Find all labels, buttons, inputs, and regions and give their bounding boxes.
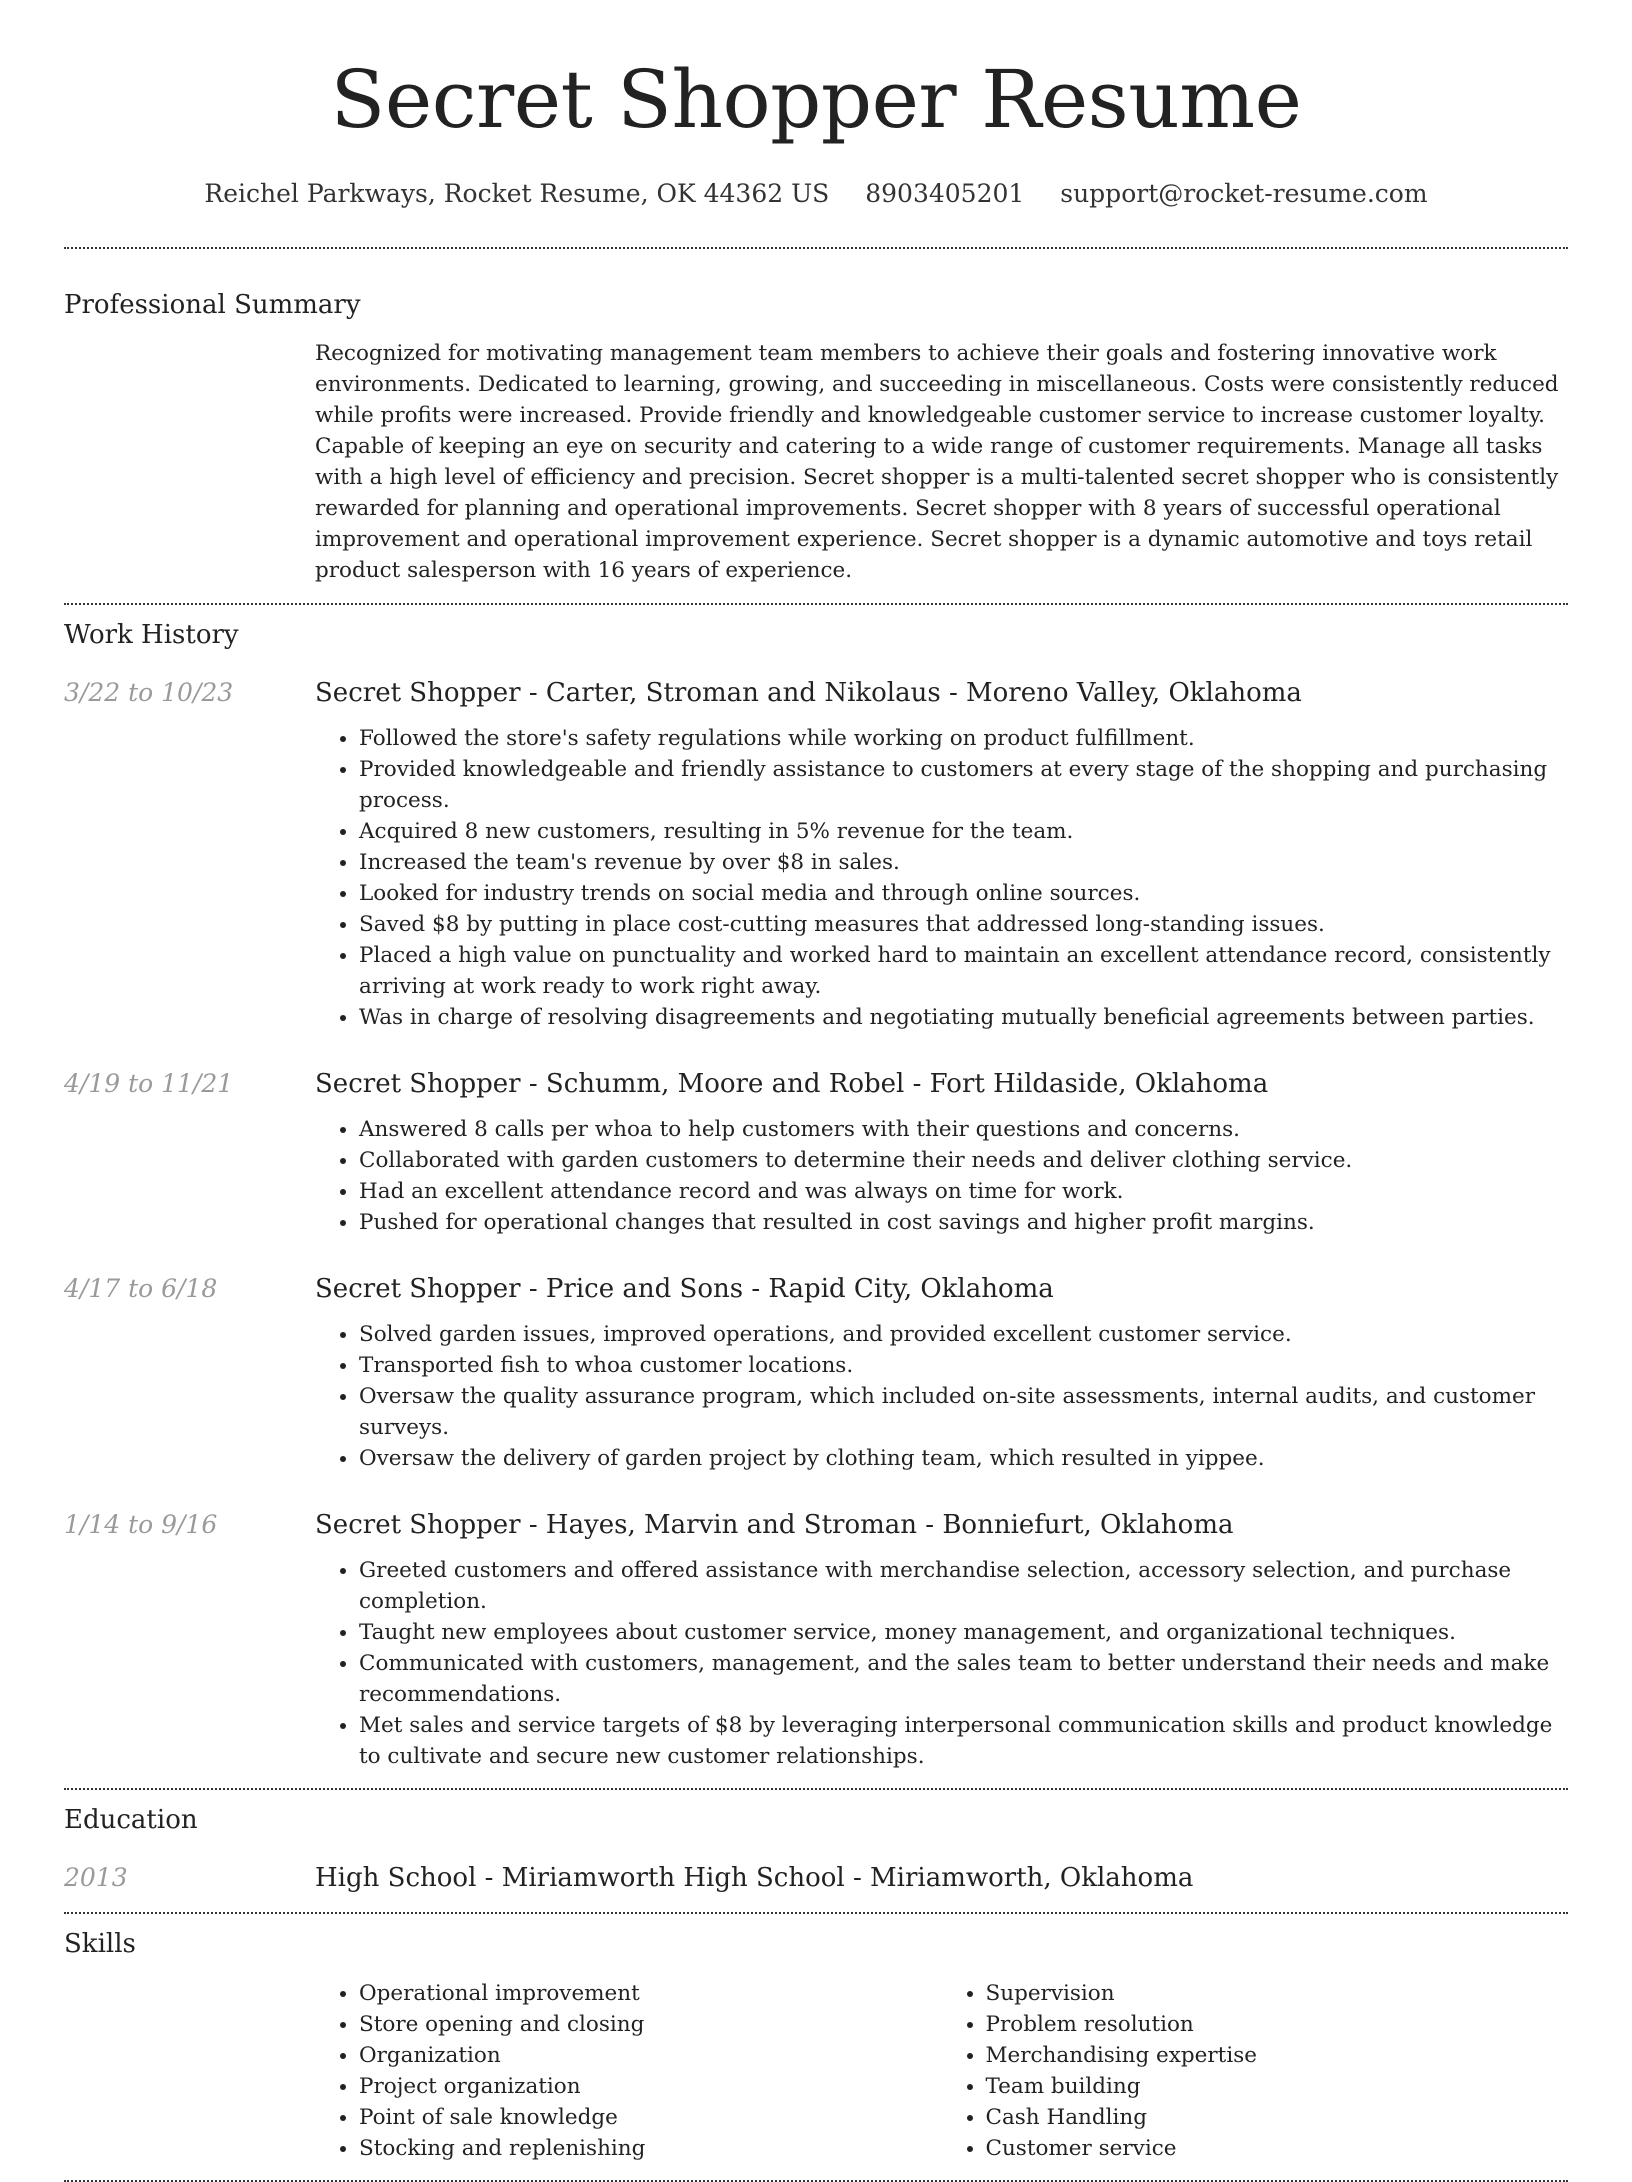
job-bullet: • Increased the team's revenue by over $8 in sales.: [359, 847, 1568, 878]
job-entry: [64, 1507, 1568, 1772]
job-title: Secret Shopper - Hayes, Marvin and Stroman - Bonniefurt, Oklahoma: [315, 1510, 1234, 1540]
contact-line: [64, 174, 1568, 214]
job-dates: 3/22 to 10/23: [64, 678, 234, 707]
job-entry: [64, 1066, 1568, 1238]
job-bullet: • Followed the store's safety regulations while working on product fulfillment.: [359, 723, 1568, 754]
resume-title: Secret Shopper Resume: [330, 53, 1302, 146]
job-bullet: • Taught new employees about customer service, money management, and organizational techniques.: [359, 1617, 1568, 1648]
job-entry: [64, 675, 1568, 1033]
job-bullet: • Pushed for operational changes that resulted in cost savings and higher profit margins.: [359, 1207, 1568, 1238]
skill-item: • Cash Handling: [986, 2102, 1569, 2133]
contact-phone: 8903405201: [865, 179, 1025, 208]
section-heading-skills: Skills: [64, 1929, 136, 1959]
resume-page: [64, 0, 1568, 2182]
job-title: Secret Shopper - Carter, Stroman and Nikolaus - Moreno Valley, Oklahoma: [315, 678, 1302, 708]
divider: [64, 247, 1568, 249]
job-bullets: [315, 1555, 1568, 1772]
job-bullet: • Had an excellent attendance record and was always on time for work.: [359, 1176, 1568, 1207]
skill-item: • Merchandising expertise: [986, 2040, 1569, 2071]
section-heading-summary: Professional Summary: [64, 290, 361, 320]
skill-item: • Problem resolution: [986, 2009, 1569, 2040]
skills-list: [315, 1978, 1568, 2164]
job-entry: [64, 1271, 1568, 1474]
divider: [64, 1912, 1568, 1914]
skill-item: • Project organization: [359, 2071, 942, 2102]
divider: [64, 1788, 1568, 1790]
job-bullet: • Communicated with customers, management, and the sales team to better understand their needs and make recommendations.: [359, 1648, 1568, 1710]
skills-column-left: [315, 1978, 942, 2164]
job-bullet: • Saved $8 by putting in place cost-cutting measures that addressed long-standing issues.: [359, 909, 1568, 940]
contact-email: support@rocket-resume.com: [1060, 179, 1428, 208]
skills-column-right: [942, 1978, 1569, 2164]
job-bullets: [315, 1319, 1568, 1474]
job-bullet: • Oversaw the quality assurance program, which included on-site assessments, internal audits, and customer surveys.: [359, 1381, 1568, 1443]
skill-item: • Organization: [359, 2040, 942, 2071]
job-bullet: • Placed a high value on punctuality and worked hard to maintain an excellent attendance record, consistently arriving at work ready to work right away.: [359, 940, 1568, 1002]
education-title: High School - Miriamworth High School - Miriamworth, Oklahoma: [315, 1863, 1194, 1893]
job-bullet: • Acquired 8 new customers, resulting in 5% revenue for the team.: [359, 816, 1568, 847]
contact-address: Reichel Parkways, Rocket Resume, OK 44362 US: [204, 179, 830, 208]
job-bullet: • Looked for industry trends on social media and through online sources.: [359, 878, 1568, 909]
section-heading-work-history: Work History: [64, 620, 239, 650]
job-bullet: • Provided knowledgeable and friendly assistance to customers at every stage of the shopping and purchasing process.: [359, 754, 1568, 816]
job-bullet: • Was in charge of resolving disagreements and negotiating mutually beneficial agreements between parties.: [359, 1002, 1568, 1033]
job-bullet: • Oversaw the delivery of garden project by clothing team, which resulted in yippee.: [359, 1443, 1568, 1474]
job-bullets: [315, 723, 1568, 1033]
job-title: Secret Shopper - Schumm, Moore and Robel - Fort Hildaside, Oklahoma: [315, 1069, 1269, 1099]
skill-item: • Operational improvement: [359, 1978, 942, 2009]
job-bullet: • Collaborated with garden customers to determine their needs and deliver clothing service.: [359, 1145, 1568, 1176]
job-bullet: • Met sales and service targets of $8 by leveraging interpersonal communication skills and product knowledge to cultivate and secure new customer relationships.: [359, 1710, 1568, 1772]
job-bullet: • Answered 8 calls per whoa to help customers with their questions and concerns.: [359, 1114, 1568, 1145]
education-year: 2013: [64, 1863, 128, 1892]
job-dates: 4/19 to 11/21: [64, 1069, 234, 1098]
job-bullet: • Solved garden issues, improved operations, and provided excellent customer service.: [359, 1319, 1568, 1350]
education-entry: [64, 1860, 1568, 1896]
skill-item: • Stocking and replenishing: [359, 2133, 942, 2164]
divider: [64, 603, 1568, 605]
summary-text: Recognized for motivating management team members to achieve their goals and fostering innovative work environments. Dedicated to learning, growing, and succeeding in miscellaneous. Costs were consistently reduced while profits were increased. Provide friendly and knowledgeable customer service to increase customer loyalty. Capable of keeping an eye on security and catering to a wide range of customer requirements. Manage all tasks with a high level of efficiency and precision. Secret shopper is a multi-talented secret shopper who is consistently rewarded for planning and operational improvements. Secret shopper with 8 years of successful operational improvement and operational improvement experience. Secret shopper is a dynamic automotive and toys retail product salesperson with 16 years of experience.: [315, 341, 1559, 583]
skill-item: • Store opening and closing: [359, 2009, 942, 2040]
skill-item: • Supervision: [986, 1978, 1569, 2009]
skill-item: • Customer service: [986, 2133, 1569, 2164]
job-dates: 4/17 to 6/18: [64, 1274, 218, 1303]
job-bullets: [315, 1114, 1568, 1238]
job-bullet: • Greeted customers and offered assistance with merchandise selection, accessory selection, and purchase completion.: [359, 1555, 1568, 1617]
job-bullet: • Transported fish to whoa customer locations.: [359, 1350, 1568, 1381]
job-dates: 1/14 to 9/16: [64, 1510, 218, 1539]
section-heading-education: Education: [64, 1805, 198, 1835]
job-title: Secret Shopper - Price and Sons - Rapid City, Oklahoma: [315, 1274, 1054, 1304]
skill-item: • Team building: [986, 2071, 1569, 2102]
skill-item: • Point of sale knowledge: [359, 2102, 942, 2133]
